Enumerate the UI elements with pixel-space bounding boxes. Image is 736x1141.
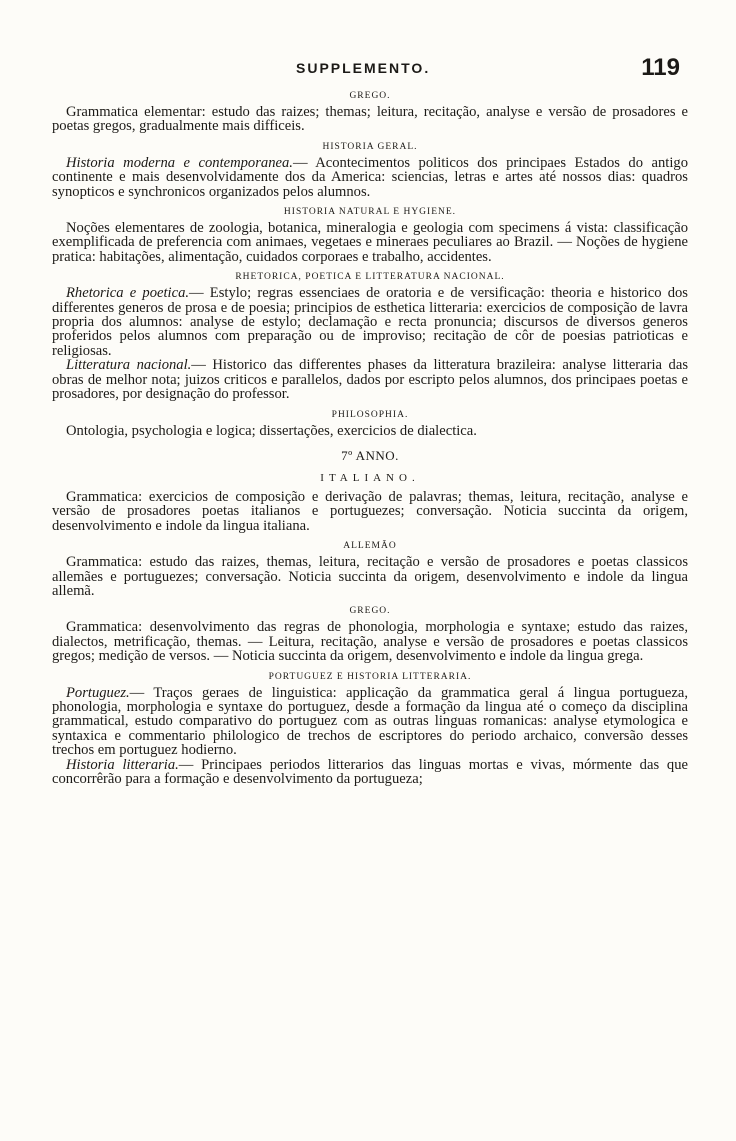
section-heading-historia-geral: HISTORIA GERAL. <box>322 141 418 152</box>
paragraph-historia-geral <box>52 156 688 199</box>
paragraph-portuguez <box>52 686 688 758</box>
lead-term: Litteratura nacional. <box>66 357 192 374</box>
section-heading-allemao: ALLEMÃO <box>343 541 397 552</box>
section-heading-rhetorica: RHETORICA, POETICA E LITTERATURA NACIONAL. <box>235 272 505 283</box>
lead-term: Historia litteraria. <box>66 756 179 773</box>
paragraph-text: — Acontecimentos politicos dos principaes Estados do antigo continente e mais desenvolvidamente dos da America: sciencias, letras e artes até nossos dias: quadros synopticos e synchronicos organizados pelos alumnos. <box>52 154 688 200</box>
paragraph-rhetorica <box>52 286 688 358</box>
section-heading-portuguez: PORTUGUEZ E HISTORIA LITTERARIA. <box>268 671 472 682</box>
paragraph-grego-7: Grammatica: desenvolvimento das regras de phonologia, morphologia e syntaxe; estudo das raizes, dialectos, metrificação, themas. — Leitura, recitação, analyse e versão de prosadores e poetas classicos gregos; medição de versos. — Noticia succinta da origem, desenvolvimento e indole da lingua grega. <box>52 619 688 665</box>
page-header <box>0 54 736 86</box>
paragraph-allemao: Grammatica: estudo das raizes, themas, leitura, recitação e versão de prosadores e poetas classicos allemães e portuguezes; conversação. Noticia succinta da origem, desenvolvimento e indole da lingua allemã. <box>52 554 688 599</box>
paragraph-text: — Principaes periodos litterarios das linguas mortas e vivas, mórmente das que concorrêrão para a formação e desenvolvimento da portugueza; <box>52 756 688 787</box>
year-heading: 7º ANNO. <box>341 447 399 463</box>
paragraph-text: — Traços geraes de linguistica: applicação da grammatica geral á lingua portugueza, phonologia, morphologia e syntaxe do portuguez, desde a formação da lingua até o começo da disciplina grammatical, estudo comparativo do portuguez com as outras linguas romanicas: analyse etymologica e syntaxica e commentario philologico de trechos de escriptores do periodo archaico, conversão desses trechos em portuguez hodierno. <box>52 684 688 759</box>
section-heading-italiano: ITALIANO. <box>320 471 420 484</box>
paragraph-italiano: Grammatica: exercicios de composição e derivação de palavras; themas, leitura, recitação, analyse e versão de prosadores poetas italianos e portuguezes; conversação. Noticia succinta da origem, desenvolvimento e indole da lingua italiana. <box>52 488 688 534</box>
section-heading-historia-natural: HISTORIA NATURAL E HYGIENE. <box>283 207 457 218</box>
paragraph-historia-litteraria <box>52 758 688 787</box>
lead-term: Rhetorica e poetica. <box>66 285 190 302</box>
paragraph-philosophia: Ontologia, psychologia e logica; dissertações, exercicios de dialectica. <box>66 422 477 439</box>
section-heading-grego: GREGO. <box>349 91 391 101</box>
section-heading-grego-7: GREGO. <box>349 606 391 617</box>
paragraph-litteratura-nacional <box>52 358 688 401</box>
page-number: 119 <box>641 54 680 81</box>
paragraph-text: — Historico das differentes phases da litteratura brazileira: analyse litteraria das obras de melhor nota; juizos criticos e parallelos, dados por escripto pelos alumnos, dos principaes poetas e prosadores, por designação do professor. <box>52 357 688 403</box>
section-heading-philosophia: PHILOSOPHIA. <box>331 409 409 420</box>
paragraph-text: — Estylo; regras essenciaes de oratoria e de versificação: theoria e historico dos differentes generos de prosa e de poesia; principios de esthetica litteraria: exercicios de composição de lavra propria dos alumnos: analyse de estylo; declamação e recta pronuncia; discursos de diversos generos proferidos pelos alumnos com preparação ou de improviso; recitação de côr de poesias patrioticas e religiosas. <box>52 285 688 359</box>
lead-term: Portuguez. <box>66 684 130 701</box>
page-body <box>52 88 688 794</box>
paragraph-grego: Grammatica elementar: estudo das raizes; themas; leitura, recitação, analyse e versão de prosadores e poetas gregos, gradualmente mais difficeis. <box>52 104 688 135</box>
running-title: SUPPLEMENTO. <box>296 60 431 76</box>
paragraph-historia-natural: Noções elementares de zoologia, botanica, mineralogia e geologia com specimens á vista: classificação exemplificada de preferencia com animaes, vegetaes e mineraes peculiares ao Brazil. — Noções de hygiene pratica: habitações, alimentação, cuidados corporaes e trabalho, accidentes. <box>52 220 688 265</box>
lead-term: Historia moderna e contemporanea. <box>66 154 293 171</box>
